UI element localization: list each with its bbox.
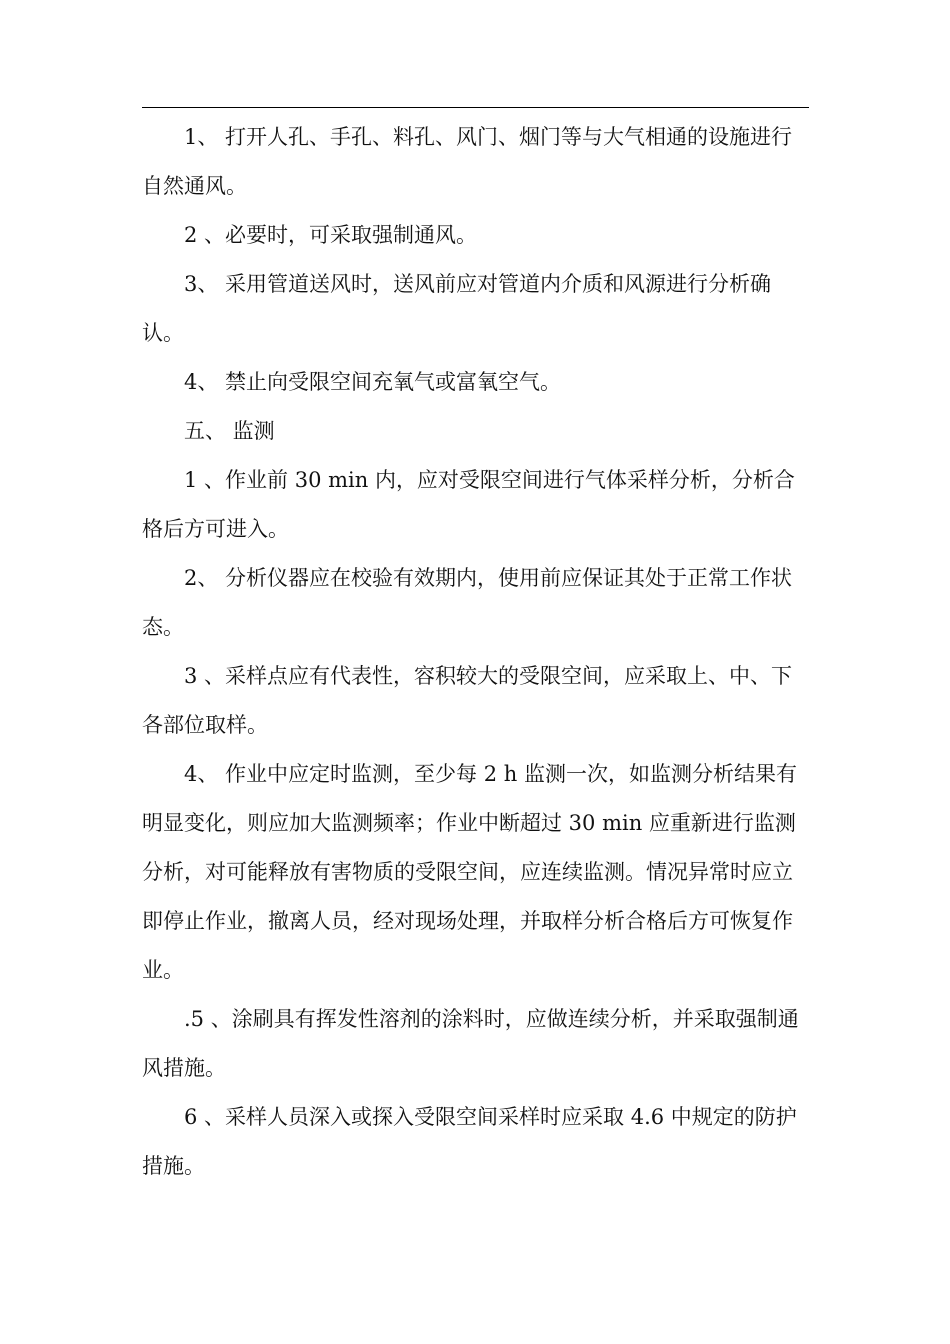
paragraph-monitoring-4: 4、 作业中应定时监测，至少每 2 h 监测一次，如监测分析结果有明显变化，则应加大监测频率；作业中断超过 30 min 应重新进行监测分析，对可能释放有害物质的受限空间，应连续监测。情况异常时应立即停止作业，撤离人员，经对现场处理，并取样分析合格后方可恢复作业。 [142,762,797,982]
header-rule [142,107,809,108]
paragraph-ventilation-1: 1、 打开人孔、手孔、料孔、风门、烟门等与大气相通的设施进行自然通风。 [142,125,793,198]
paragraph-monitoring-6: 6 、采样人员深入或探入受限空间采样时应采取 4.6 中规定的防护措施。 [142,1105,797,1178]
paragraph-monitoring-5: .5 、涂刷具有挥发性溶剂的涂料时，应做连续分析，并采取强制通风措施。 [142,1007,799,1080]
paragraph-monitoring-3: 3 、采样点应有代表性，容积较大的受限空间，应采取上、中、下各部位取样。 [142,664,793,737]
paragraph-ventilation-4: 4、 禁止向受限空间充氧气或富氧空气。 [184,370,562,394]
paragraph-monitoring-2: 2、 分析仪器应在校验有效期内，使用前应保证其处于正常工作状态。 [142,566,793,639]
section-heading-monitoring: 五、 监测 [184,419,275,443]
paragraph-ventilation-2: 2 、必要时，可采取强制通风。 [184,223,478,247]
paragraph-ventilation-3: 3、 采用管道送风时，送风前应对管道内介质和风源进行分析确认。 [142,272,772,345]
document-body [142,113,809,1191]
paragraph-monitoring-1: 1 、作业前 30 min 内，应对受限空间进行气体采样分析，分析合格后方可进入。 [142,468,795,541]
